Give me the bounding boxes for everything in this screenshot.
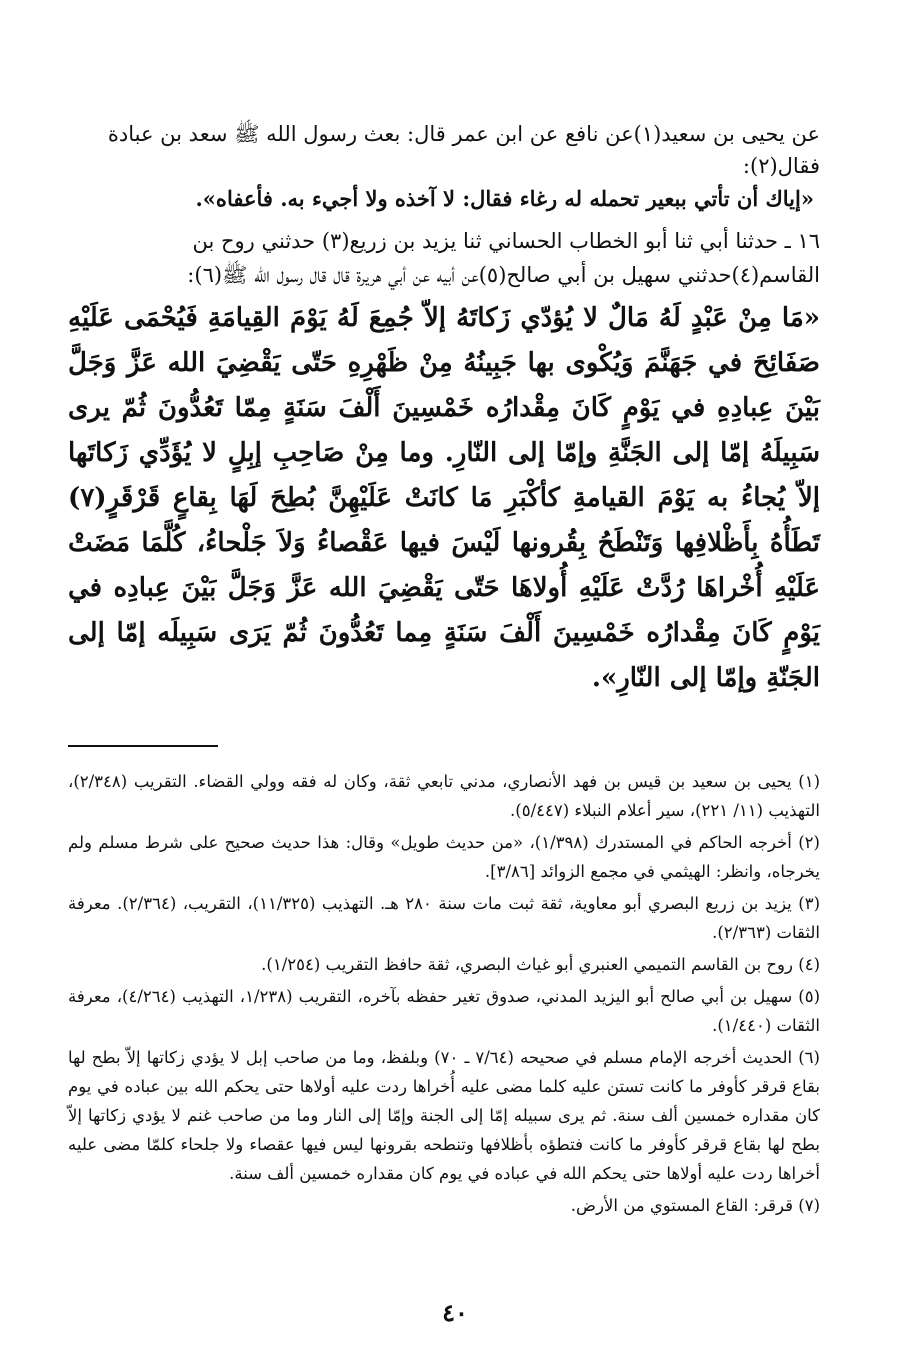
page-content [68, 118, 820, 1223]
footnote-4 [68, 950, 820, 979]
hadith-16-chain-line-1: ١٦ ـ حدثنا أبي ثنا أبو الخطاب الحساني ثنا يزيد بن زريع(٣) حدثني روح بن [192, 229, 820, 253]
page-number: ٤٠ [442, 1298, 468, 1327]
footnote-3 [68, 889, 820, 947]
intro-line-2: فقال(٢): [742, 154, 820, 178]
footnote-number: (٤) [798, 955, 820, 974]
footnotes [68, 767, 820, 1220]
footnote-number: (٦) [798, 1048, 820, 1067]
footnote-5 [68, 982, 820, 1040]
hadith-16-text: «مَا مِنْ عَبْدٍ لَهُ مَالٌ لا يُؤدّي زَكاتَهُ إلاّ جُمِعَ لَهُ يَوْمَ القِيامَةِ فَيُحْمَى عَلَيْهِ صَفَائِحَ في جَهَنَّمَ وَيُكْوى بها جَبِينُهُ مِنْ ظَهْرِهِ حَتّى يَقْضِيَ الله عَزَّ وَجَلَّ بَيْنَ عِبادِهِ في يَوْمٍ كَانَ مِقْدارُه خَمْسِينَ أَلْفَ سَنَةٍ مِمّا تَعُدُّونَ ثُمّ يرى سَبِيلَهُ إمّا إلى الجَنَّةِ وإمّا إلى النّارِ. وما مِنْ صَاحِبِ إبِلٍ لا يُؤَدِّي زَكاتَها إلاّ يُجاءُ به يَوْمَ القيامةِ كأكْبَرِ مَا كانَتْ عَلَيْهِنَّ بُطِحَ لَهَا بِقاعٍ قَرْقَرٍ(٧) تَطَأُهُ بِأَظْلافِها وَتَنْطَحُ بِقُرونها لَيْسَ فيها عَقْصاءُ وَلاَ جَلْحاءُ، كُلَّمَا مَضَتْ عَلَيْهِ أُخْراهَا رُدَّتْ عَلَيْهِ أُولاهَا حَتّى يَقْضِيَ الله عَزَّ وَجَلَّ بَيْنَ عِبادِه في يَوْمٍ كَانَ مِقْدارُه خَمْسِينَ أَلْفَ سَنَةٍ مِما تَعُدُّونَ ثُمّ يَرَى سَبِيلَه إمّا إلى الجَنّةِ وإمّا إلى النّارِ». [68, 303, 820, 693]
hadith-16-chain-line-2: القاسم(٤)حدثني سهيل بن أبي صالح(٥)عن أبيه عن أبي هريرة قال قال رسول الله ﷺ(٦): [187, 263, 820, 287]
footnote-number: (٢) [798, 833, 820, 852]
footnote-text: قرقر: القاع المستوي من الأرض. [570, 1196, 793, 1215]
footnote-text: يحيى بن سعيد بن قيس بن فهد الأنصاري، مدني تابعي ثقة، وكان له فقه وولي القضاء. التقريب (٢/٣٤٨)، التهذيب (١١/ ٢٢١)، سير أعلام النبلاء (٥/٤٤٧). [68, 772, 820, 820]
footnote-number: (٣) [798, 894, 820, 913]
footnote-number: (٥) [798, 987, 820, 1006]
footnote-text: روح بن القاسم التميمي العنبري أبو غياث البصري، ثقة حافظ التقريب (١/٢٥٤). [261, 955, 793, 974]
footnote-divider [68, 745, 218, 747]
footnote-1 [68, 767, 820, 825]
footnote-text: الحديث أخرجه الإمام مسلم في صحيحه (٧/٦٤ ـ ٧٠) وبلفظ، وما من صاحب إبل لا يؤدي زكاتها إلاّ بطح لها بقاع قرقر كأوفر ما كانت تستن عليه كلما مضى عليه أُخراها ردت عليه أولاها حتى يحكم الله بين عباده في يوم كان مقداره خمسين ألف سنة. ثم يرى سبيله إمّا إلى الجنة وإمّا إلى النار وما من صاحب غنم لا يؤدي زكاتها إلاّ بطح لها بقاع قرقر كأوفر ما كانت فتطؤه بأظلافها وتنطحه بقرونها ليس فيها عقصاء ولا جلحاء كلمّا مضى عليه أخراها ردت عليه أولاها حتى يحكم الله في عباده في يوم كان مقداره خمسين ألف سنة. [68, 1048, 820, 1183]
footnote-number: (١) [798, 772, 821, 791]
footnote-2 [68, 828, 820, 886]
footnote-text: يزيد بن زريع البصري أبو معاوية، ثقة ثبت مات سنة ٢٨٠ هـ. التهذيب (١١/٣٢٥)، التقريب، (٢/٣٦٤). معرفة الثقات (٢/٣٦٣). [68, 894, 820, 942]
footnote-7 [68, 1191, 820, 1220]
footnote-text: سهيل بن أبي صالح أبو اليزيد المدني، صدوق تغير حفظه بآخره، التقريب (١/٢٣٨، التهذيب (٤/٢٦٤)، معرفة الثقات (١/٤٤٠). [68, 987, 820, 1035]
footnote-text: أخرجه الحاكم في المستدرك (١/٣٩٨)، «من حديث طويل» وقال: هذا حديث صحيح على شرط مسلم ولم يخرجاه، وانظر: الهيثمي في مجمع الزوائد [٣/٨٦]. [68, 833, 820, 881]
intro-line-1: عن يحيى بن سعيد(١)عن نافع عن ابن عمر قال: بعث رسول الله ﷺ سعد بن عبادة [107, 122, 820, 146]
hadith-quote: «إياك أن تأتي ببعير تحمله له رغاء فقال: لا آخذه ولا أجيء به. فأعفاه». [195, 186, 814, 211]
footnote-6 [68, 1043, 820, 1188]
footnote-number: (٧) [798, 1196, 820, 1215]
